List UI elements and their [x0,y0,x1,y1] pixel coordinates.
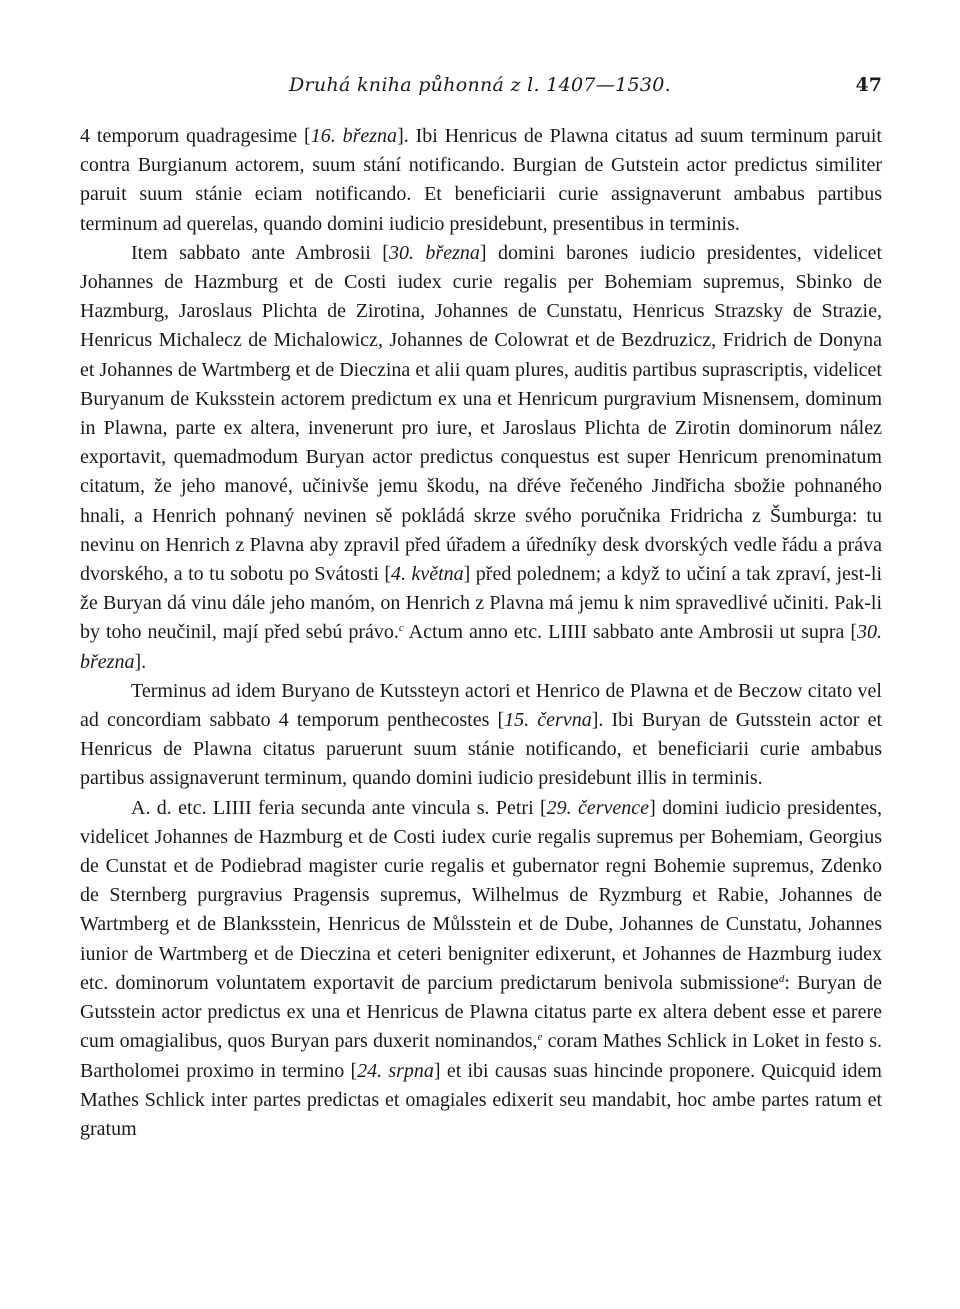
paragraph-3: Terminus ad idem Buryano de Kutssteyn actori et Henrico de Plawna et de Beczow citato vel ad concordiam sabbato 4 temporum penthecostes [15. června]. Ibi Buryan de Gutsstein actor et Henricus de Plawna citatus paruerunt suum stánie notificando, et beneficiarii curie ambabus partibus assignaverunt terminum, quando domini iudicio presidebunt illis in terminis. [80,679,883,790]
running-title: Druhá kniha půhonná z l. 1407—1530. [289,74,671,96]
paragraph-2: Item sabbato ante Ambrosii [30. března] domini barones iudicio presidentes, videlicet Johannes de Hazmburg et de Costi iudex curie regalis per Bohemiam supremus, Sbinko de Hazmburg, Jaroslaus Plichta de Zirotina, Johannes de Cunstatu, Henricus Strazsky de Strazie, Henricus Michalecz de Michalowicz, Johannes de Colowrat et de Bezdruzicz, Fridrich de Donyna et Johannes de Wartmberg et de Dieczina et alii quam plures, auditis partibus suprascriptis, videlicet Buryanum de Kuksstein actorem predictum ex una et Henricum purgravium Misnensem, dominum in Plawna, parte ex altera, invenerunt pro iure, et Jaroslaus Plichta de Zirotin dominorum nález exportavit, quemadmodum Buryan actor predictus conquestus est super Henricum prenominatum citatum, že jeho manové, učinivše jemu škodu, na dřéve řečeného Jindřicha sbožie pohnaného hnali, a Henrich pohnaný nevinen sě pokládá skrze svého poručnika Fridricha z Šumburga: tu nevinu on Henrich z Plavna aby zpravil před úřadem a úředníky desk dvorských vedle řádu a práva dvorského, a to tu sobotu po Svátosti [4. května] před polednem; a když to učiní a tak zpraví, jest-li že Buryan dá vinu dále jeho manóm, on Henrich z Plavna má jemu k nim spravedlivé učiniti. Pak-li by toho neučinil, mají před sebú právo.$^c$ Actum anno etc. LIIII sabbato ante Ambrosii ut supra [30. března]. [80,241,883,673]
body-text [80,122,882,1144]
paragraph-1: 4 temporum quadragesime [16. března]. Ibi Henricus de Plawna citatus ad suum terminum paruit contra Burgianum actorem, suum stání notificando. Burgian de Gutstein actor predictus similiter paruit suum stánie eciam notificando. Et beneficiarii curie assignaverunt ambabus partibus terminum ad querelas, quando domini iudicio presidebunt, presentibus in terminis. [80,125,882,235]
page-number: 47 [855,74,882,96]
paragraph-4: A. d. etc. LIIII feria secunda ante vincula s. Petri [29. července] domini iudicio presidentes, videlicet Johannes de Hazmburg et de Costi iudex curie regalis supremus per Bohemiam, Georgius de Cunstat et de Podiebrad magister curie regalis et gubernator regni Bohemie supremus, Zdenko de Sternberg purgravius Pragensis supremus, Wilhelmus de Ryzmburg et Rabie, Johannes de Wartmberg et de Blanksstein, Henricus de Můlsstein et de Dube, Johannes de Cunstatu, Johannes iunior de Wartmberg et de Dieczina et ceteri benigniter edixerunt, et Johannes de Hazmburg iudex etc. dominorum voluntatem exportavit de parcium predictarum benivola submissione$^d$: Buryan de Gutsstein actor predictus ex una et Henricus de Plawna citatus parte ex altera debent esse et parere cum omagialibus, quos Buryan pars duxerit nominandos,$^e$ coram Mathes Schlick in Loket in festo s. Bartholomei proximo in termino [24. srpna] et ibi causas suas hincinde proponere. Quicquid idem Mathes Schlick inter partes predictas et omagiales edixerit seu mandabit, hoc ambe partes ratum et gratum [80,796,883,1140]
page-header [0,74,960,104]
